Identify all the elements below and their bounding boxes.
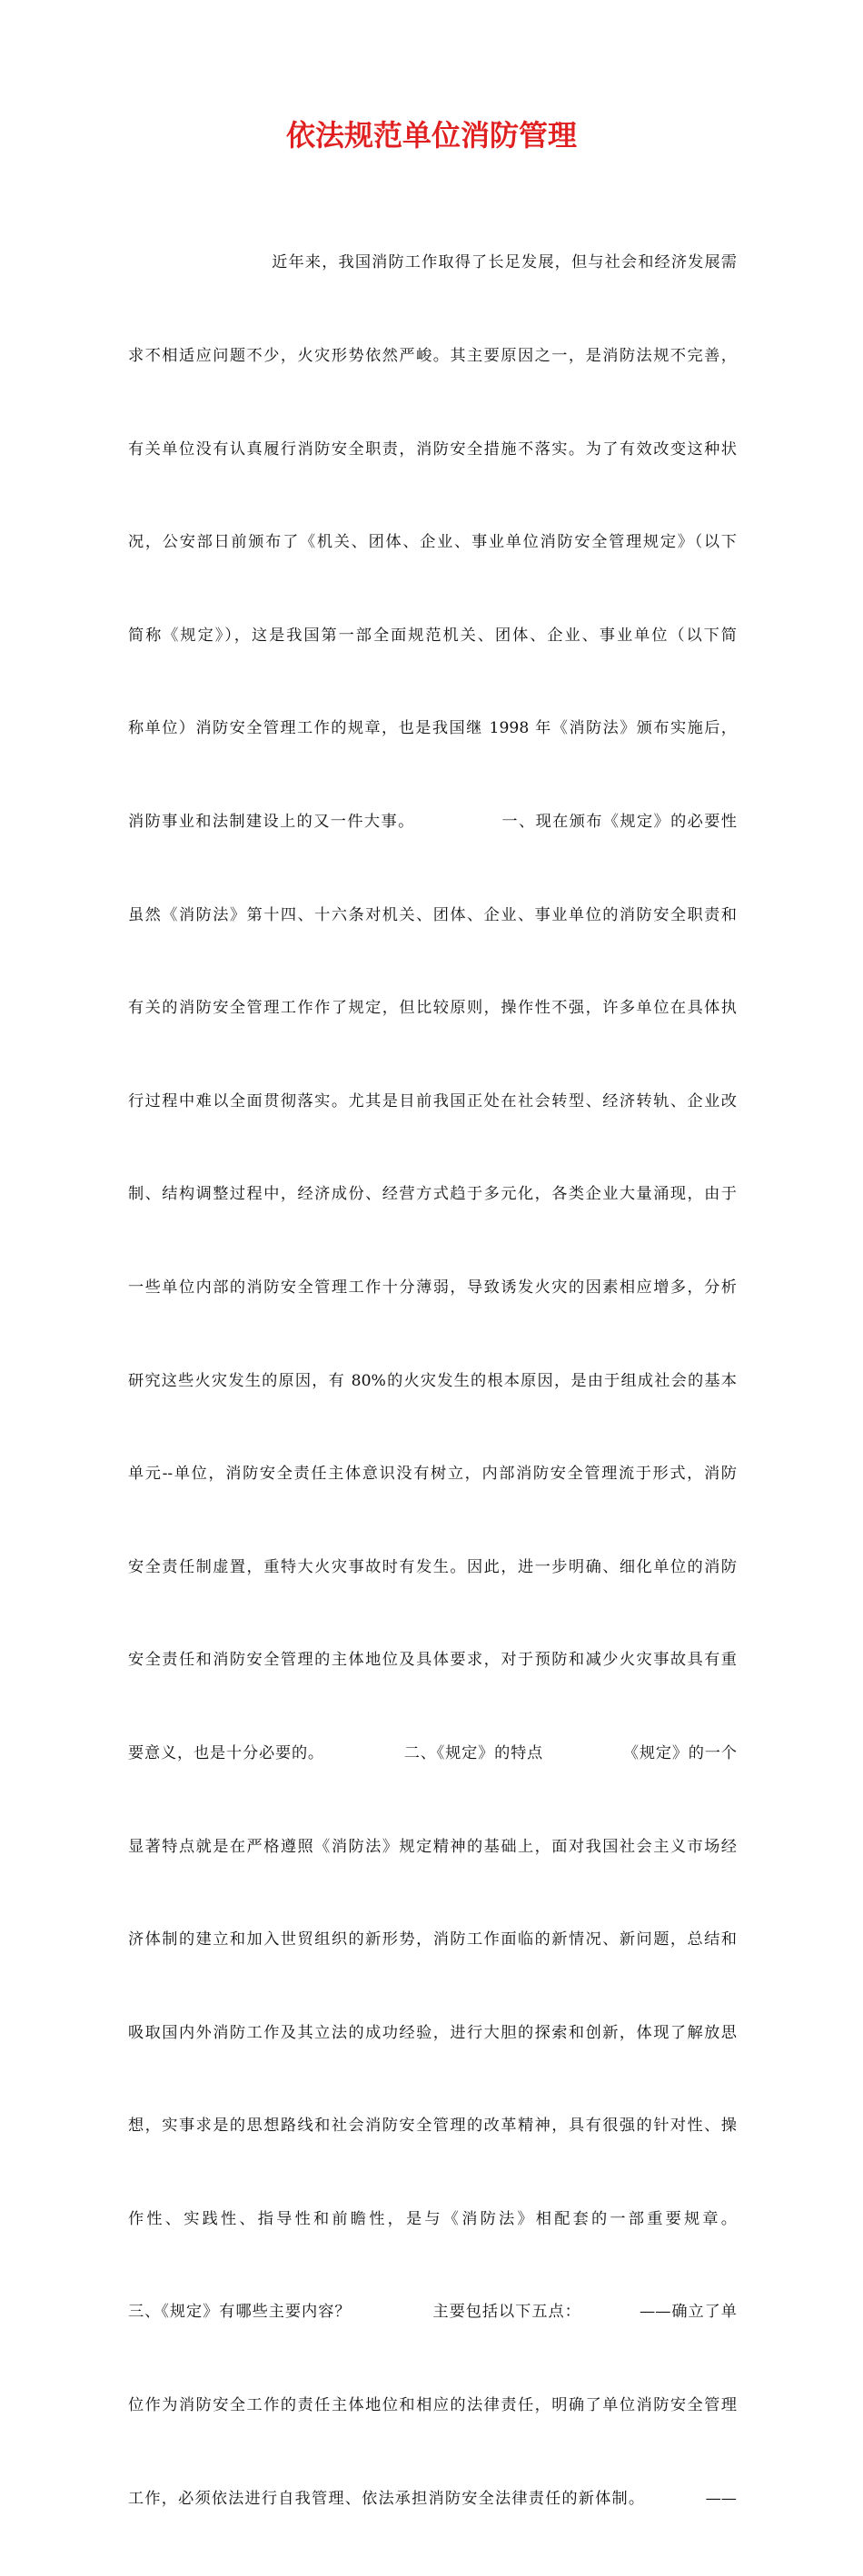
body-line: 三、《规定》有哪些主要内容？ 主要包括以下五点： ——确立了单: [128, 2303, 737, 2322]
body-line: 简称《规定》），这是我国第一部全面规范机关、团体、企业、事业单位（以下简: [128, 626, 737, 645]
body-line: 单元--单位，消防安全责任主体意识没有树立，内部消防安全管理流于形式，消防: [128, 1465, 737, 1484]
body-line: 消防事业和法制建设上的又一件大事。 一、现在颁布《规定》的必要性: [128, 812, 737, 831]
body-line: 工作，必须依法进行自我管理、依法承担消防安全法律责任的新体制。 ——: [128, 2489, 737, 2508]
body-line: 称单位）消防安全管理工作的规章，也是我国继 1998 年《消防法》颁布实施后，: [128, 719, 737, 738]
body-line: 一些单位内部的消防安全管理工作十分薄弱，导致诱发火灾的因素相应增多，分析: [128, 1278, 737, 1297]
body-line: 济体制的建立和加入世贸组织的新形势，消防工作面临的新情况、新问题，总结和: [128, 1930, 737, 1949]
body-line: 求不相适应问题不少，火灾形势依然严峻。其主要原因之一，是消防法规不完善，: [128, 347, 737, 365]
body-line: 况，公安部日前颁布了《机关、团体、企业、事业单位消防安全管理规定》（以下: [128, 533, 737, 552]
body-line: 有关单位没有认真履行消防安全职责，消防安全措施不落实。为了有效改变这种状: [128, 439, 737, 459]
body-line: 行过程中难以全面贯彻落实。尤其是目前我国正处在社会转型、经济转轨、企业改: [128, 1091, 737, 1110]
body-line: 位作为消防安全工作的责任主体地位和相应的法律责任，明确了单位消防安全管理: [128, 2396, 737, 2415]
body-line: 吸取国内外消防工作及其立法的成功经验，进行大胆的探索和创新，体现了解放思: [128, 2023, 737, 2042]
body-line: 作性、实践性、指导性和前瞻性，是与《消防法》相配套的一部重要规章。: [128, 2209, 737, 2228]
body-line: 要意义，也是十分必要的。 二、《规定》的特点 《规定》的一个: [128, 1743, 737, 1762]
document-body: [128, 185, 737, 2576]
body-line: 显著特点就是在严格遵照《消防法》规定精神的基础上，面对我国社会主义市场经: [128, 1837, 737, 1856]
body-line: 虽然《消防法》第十四、十六条对机关、团体、企业、事业单位的消防安全职责和: [128, 905, 737, 924]
body-line: 安全责任和消防安全管理的主体地位及具体要求，对于预防和减少火灾事故具有重: [128, 1651, 737, 1670]
body-line: 制、结构调整过程中，经济成份、经营方式趋于多元化，各类企业大量涌现，由于: [128, 1185, 737, 1204]
document-title: 依法规范单位消防管理: [285, 118, 577, 153]
body-line: 安全责任制虚置，重特大火灾事故时有发生。因此，进一步明确、细化单位的消防: [128, 1557, 737, 1576]
body-line: 有关的消防安全管理工作作了规定，但比较原则，操作性不强，许多单位在具体执: [128, 999, 737, 1018]
body-line: 研究这些火灾发生的原因，有 80%的火灾发生的根本原因，是由于组成社会的基本: [128, 1371, 737, 1390]
body-line: 近年来，我国消防工作取得了长足发展，但与社会和经济发展需: [128, 253, 737, 272]
body-line: 想，实事求是的思想路线和社会消防安全管理的改革精神，具有很强的针对性、操: [128, 2117, 737, 2136]
